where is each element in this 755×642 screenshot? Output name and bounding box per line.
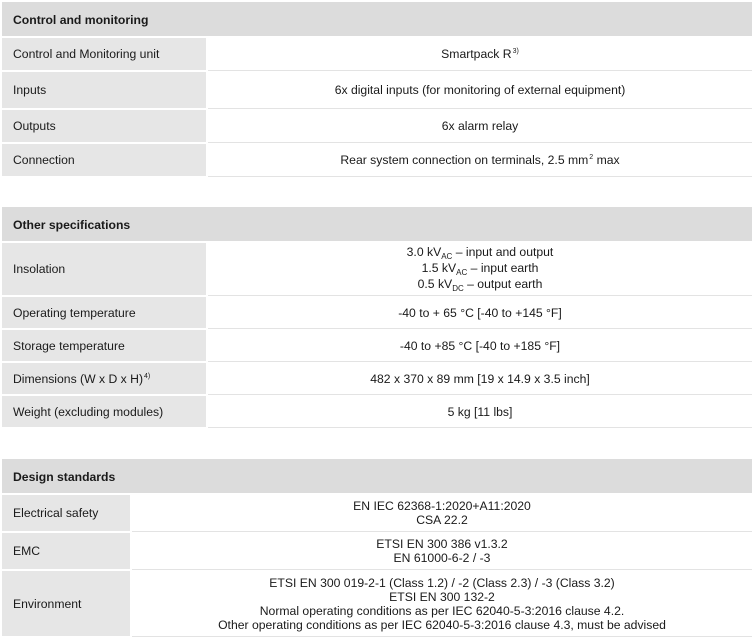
table-row [2, 243, 752, 297]
design-standards-table [2, 459, 752, 638]
control-monitoring-table [2, 2, 752, 178]
table-row [2, 330, 752, 363]
row-label: Storage temperature [2, 330, 208, 361]
row-value: 3.0 $kV_{AC}$ – input and output 1.5 $kV_{AC}$ – input earth 0.5 $kV_{DC}$ – output earth [208, 243, 752, 296]
row-label: Control and Monitoring unit [2, 38, 208, 70]
row-value: Smartpack $R^{3)}$ [208, 38, 752, 71]
row-value: ETSI EN 300 386 v1.3.2 EN 61000-6-2 / -3 [132, 533, 752, 570]
row-label: Electrical safety [2, 495, 132, 531]
row-label: Dimensions (W x D x H) $^{4)}$ [2, 363, 208, 394]
section-header-design: Design standards [2, 459, 752, 495]
row-label: Insolation [2, 243, 208, 295]
row-label: Weight (excluding modules) [2, 396, 208, 427]
row-label: EMC [2, 533, 132, 569]
row-label: Inputs [2, 72, 208, 108]
row-label: Environment [2, 571, 132, 636]
table-row [2, 297, 752, 330]
table-row [2, 72, 752, 110]
row-value: -40 to + 65 °C [-40 to +145 °F] [208, 297, 752, 329]
section-header-control: Control and monitoring [2, 2, 752, 38]
row-label: Connection [2, 144, 208, 176]
row-label: Outputs [2, 110, 208, 142]
other-specifications-table [2, 207, 752, 429]
row-value: 482 x 370 x 89 mm [19 x 14.9 x 3.5 inch] [208, 363, 752, 395]
table-row [2, 38, 752, 72]
row-value: 5 kg [11 lbs] [208, 396, 752, 428]
table-row [2, 571, 752, 638]
row-value: 6x digital inputs (for monitoring of external equipment) [208, 72, 752, 109]
table-row [2, 144, 752, 178]
table-row [2, 110, 752, 144]
row-value: Rear system connection on terminals, 2.5 $mm^2$ max [208, 144, 752, 177]
table-row [2, 363, 752, 396]
row-value: 6x alarm relay [208, 110, 752, 143]
row-label: Operating temperature [2, 297, 208, 328]
row-value: EN IEC 62368-1:2020+A11:2020 CSA 22.2 [132, 495, 752, 532]
row-value: ETSI EN 300 019-2-1 (Class 1.2) / -2 (Class 2.3) / -3 (Class 3.2) ETSI EN 300 132-2 Normal operating conditions as per IEC 62040-5-3:2016 clause 4.2. Other operating conditions as per IEC 62040-5-3:2016 clause 4.3, must be advised [132, 571, 752, 637]
table-row [2, 533, 752, 571]
table-row [2, 396, 752, 429]
table-row [2, 495, 752, 533]
row-value: -40 to +85 °C [-40 to +185 °F] [208, 330, 752, 362]
section-header-other: Other specifications [2, 207, 752, 243]
